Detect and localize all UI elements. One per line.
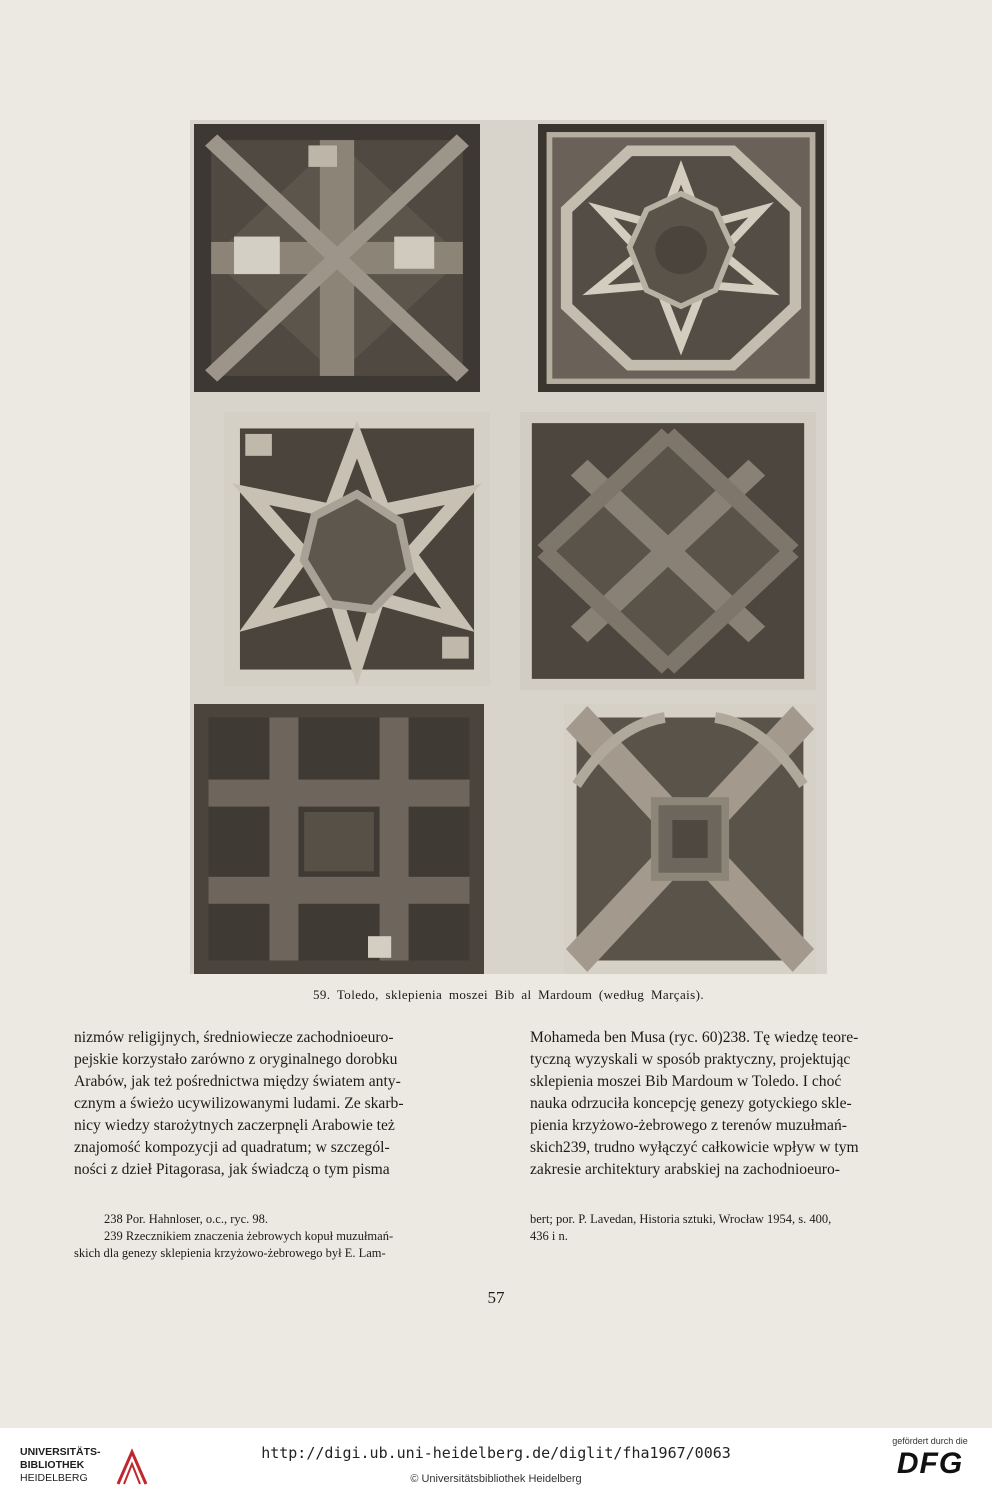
body-line: pejskie korzystało zarówno z oryginalnego dorobku xyxy=(74,1051,398,1068)
dfg-wordmark: DFG xyxy=(896,1447,964,1480)
body-line: pienia krzyżowo-żebrowego z terenów muzułmań- xyxy=(530,1117,847,1134)
footnote-239-line-4: 436 i n. xyxy=(530,1229,568,1243)
vault-photo-2 xyxy=(538,124,824,392)
body-line: ności z dzieł Pitagorasa, jak świadczą o tym pisma xyxy=(74,1161,390,1178)
page-number: 57 xyxy=(487,1288,505,1307)
viewer-footer xyxy=(0,1428,992,1500)
body-line: znajomość kompozycji ad quadratum; w szczegól- xyxy=(74,1139,390,1156)
figure-plate xyxy=(190,120,827,974)
footnotes-left xyxy=(74,1211,489,1262)
library-line-2: BIBLIOTHEK xyxy=(20,1459,85,1471)
body-line: skich239, trudno wyłączyć całkowicie wpływ w tym xyxy=(530,1139,859,1156)
body-line: tyczną wyzyskali w sposób praktyczny, projektując xyxy=(530,1051,851,1068)
permalink-url[interactable]: http://digi.ub.uni-heidelberg.de/diglit/fha1967/0063 xyxy=(261,1444,731,1462)
body-line: cznym a świeżo ucywilizowanymi ludami. Ze skarb- xyxy=(74,1095,404,1112)
body-line: nauka odrzuciła koncepcję genezy gotyckiego skle- xyxy=(530,1095,852,1112)
footnote-239-line-2: skich dla genezy sklepienia krzyżowo-żebrowego był E. Lam- xyxy=(74,1246,386,1260)
footnote-239-line-3: bert; por. P. Lavedan, Historia sztuki, Wrocław 1954, s. 400, xyxy=(530,1212,832,1226)
body-column-right xyxy=(530,1027,945,1181)
library-line-3: HEIDELBERG xyxy=(20,1472,88,1484)
body-line: Arabów, jak też pośrednictwa między światem anty- xyxy=(74,1073,401,1090)
dfg-logo[interactable] xyxy=(880,1436,980,1482)
body-column-left xyxy=(74,1027,489,1181)
library-line-1: UNIVERSITÄTS- xyxy=(20,1446,101,1458)
vault-photo-5 xyxy=(194,704,484,974)
figure-caption: 59. Toledo, sklepienia moszei Bib al Mardoum (według Marçais). xyxy=(313,987,704,1002)
footnote-239-line-1: 239 Rzecznikiem znaczenia żebrowych kopuł muzułmań- xyxy=(104,1229,394,1243)
body-line: zakresie architektury arabskiej na zachodnioeuro- xyxy=(530,1161,840,1178)
vault-photo-3 xyxy=(224,412,490,686)
body-line: nicy wiedzy starożytnych zaczerpnęli Arabowie też xyxy=(74,1117,395,1134)
funded-by-label: gefördert durch die xyxy=(892,1436,968,1446)
body-line: sklepienia moszei Bib Mardoum w Toledo. I choć xyxy=(530,1073,842,1090)
vault-photo-1 xyxy=(194,124,480,392)
body-line: nizmów religijnych, średniowiecze zachodnioeuro- xyxy=(74,1029,394,1046)
footnotes-right xyxy=(530,1211,945,1245)
footnote-238: 238 Por. Hahnloser, o.c., ryc. 98. xyxy=(104,1212,269,1226)
vault-photo-4 xyxy=(520,412,816,690)
vault-photo-6 xyxy=(564,704,816,974)
body-line: Mohameda ben Musa (ryc. 60)238. Tę wiedzę teore- xyxy=(530,1029,859,1046)
copyright-notice: © Universitätsbibliothek Heidelberg xyxy=(410,1473,582,1485)
